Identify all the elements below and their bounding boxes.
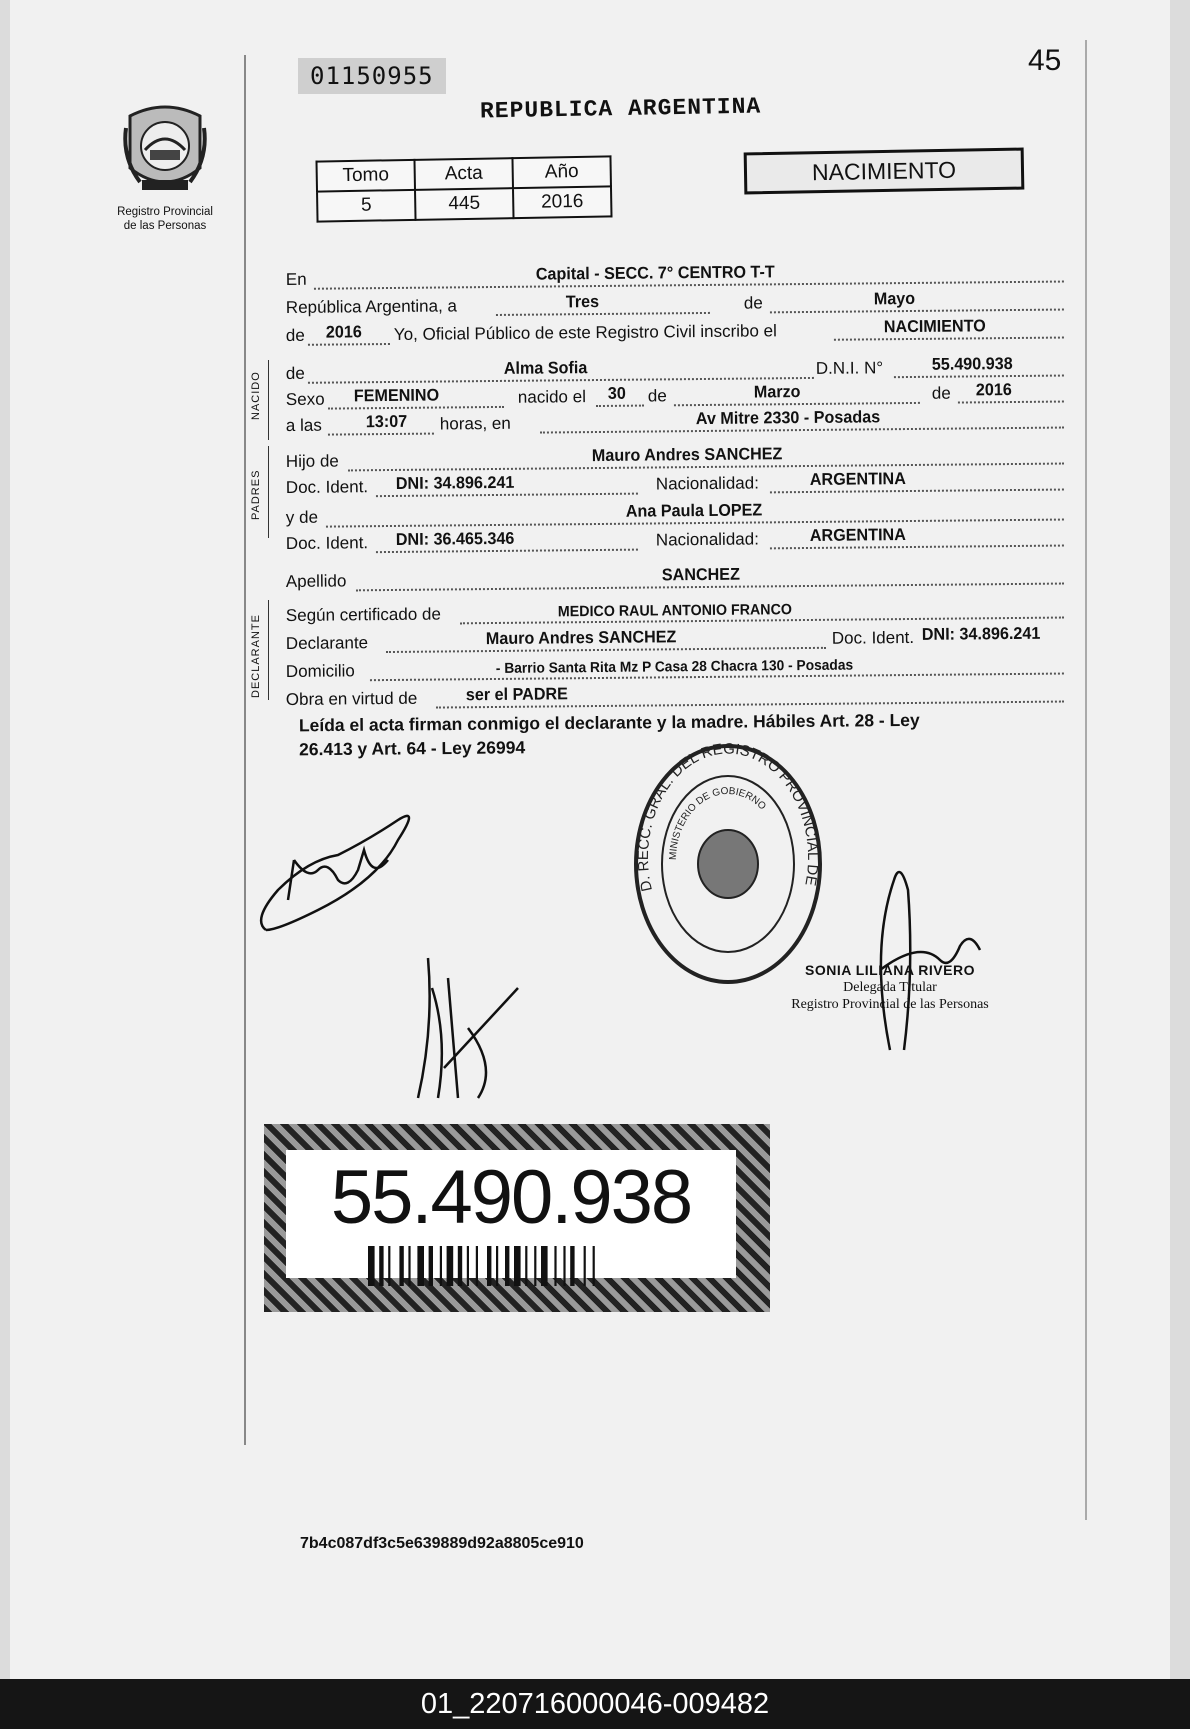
row-officer [286, 317, 1066, 348]
acta-header: Acta [414, 158, 513, 190]
mother-name-value: Ana Paula LOPEZ [625, 500, 763, 521]
declarante-doc-value: DNI: 34.896.241 [921, 623, 1041, 644]
child-dni-value: 55.490.938 [931, 354, 1013, 374]
signatory-office: Registro Provincial de las Personas [791, 997, 989, 1012]
signatory-block [770, 962, 1010, 1013]
nacido-side-label: NACIDO [250, 371, 262, 420]
hijo-de-label: Hijo de [285, 451, 339, 472]
apellido-value: SANCHEZ [661, 564, 740, 585]
birth-day-value: 30 [607, 383, 626, 403]
barcode-label [264, 1124, 770, 1312]
signatory-name: SONIA LILIANA RIVERO [805, 962, 975, 978]
document-hash: 7b4c087df3c5e639889d92a8805ce910 [300, 1535, 584, 1552]
barcode-bars [368, 1246, 668, 1286]
right-margin-line [1085, 40, 1087, 1520]
tomo-value: 5 [317, 190, 416, 222]
padres-side-label: PADRES [250, 469, 262, 520]
row-address [286, 653, 1066, 684]
sexo-value: FEMENINO [353, 385, 440, 406]
declarante-label: Declarante [285, 633, 369, 654]
y-de-label: y de [285, 507, 319, 528]
seal-inner-text: MINISTERIO DE GOBIERNO [667, 785, 768, 861]
declarante-bar [268, 600, 269, 700]
official-seal [628, 740, 828, 995]
mother-nationality-label: Nacionalidad: [655, 529, 759, 550]
nacido-de1-label: de [647, 386, 667, 406]
father-doc-value: DNI: 34.896.241 [395, 472, 515, 493]
margin-line [244, 55, 246, 1445]
seal-outer-text: D. RECC. GRAL. DEL REGISTRO PROVINCIAL DE [634, 740, 822, 893]
obra-label: Obra en virtud de [285, 688, 418, 710]
year-de-label: de [285, 325, 305, 346]
officer-text: Yo, Oficial Público de este Registro Civil inscribo el [393, 321, 777, 344]
barcode-inner [286, 1150, 736, 1278]
row-place [286, 261, 1066, 292]
row-certificate [286, 597, 1066, 628]
a-las-label: a las [285, 415, 322, 436]
declarante-name-value: Mauro Andres SANCHEZ [485, 627, 677, 649]
barcode-number: 55.490.938 [330, 1155, 692, 1240]
year-value: 2016 [325, 322, 362, 342]
birth-certificate-page [10, 0, 1170, 1680]
en-label: En [285, 269, 307, 290]
mother-signature [408, 948, 528, 1108]
declarante-side-label: DECLARANTE [250, 614, 262, 698]
horas-label: horas, en [439, 413, 511, 434]
mother-doc-label: Doc. Ident. [285, 533, 369, 554]
de-label: de [743, 293, 763, 313]
nacido-de2-label: de [931, 383, 951, 403]
serial-number: 01150955 [298, 58, 446, 94]
closing-line1: Leída el acta firman conmigo el declarante y la madre. Hábiles Art. 28 - Ley [298, 709, 920, 736]
anio-header: Año [512, 156, 611, 188]
sexo-label: Sexo [285, 389, 325, 410]
row-time-place [286, 407, 1066, 438]
mother-doc-value: DNI: 36.465.346 [395, 528, 515, 549]
registry-caption-line2: de las Personas [123, 220, 207, 232]
registry-seal-icon [628, 740, 828, 990]
father-nationality-label: Nacionalidad: [655, 473, 759, 494]
registry-caption-line1: Registro Provincial [117, 206, 213, 218]
folio-number: 45 [1028, 44, 1062, 77]
nacido-el-label: nacido el [517, 387, 587, 407]
certificado-label: Según certificado de [285, 604, 441, 626]
father-name-value: Mauro Andres SANCHEZ [591, 444, 783, 466]
book-entry-table [315, 155, 612, 222]
signatory-title: Delegada Titular [843, 980, 937, 995]
padres-bar [268, 446, 269, 538]
official-signature [860, 850, 990, 1060]
certificado-value: MEDICO RAUL ANTONIO FRANCO [557, 601, 792, 621]
tomo-header: Tomo [316, 160, 415, 192]
father-doc-label: Doc. Ident. [285, 477, 369, 498]
birth-year-value: 2016 [975, 380, 1012, 400]
declarant-signature [248, 800, 438, 950]
row-declarant [286, 625, 1066, 656]
place-value: Capital - SECC. 7° CENTRO T-T [535, 262, 775, 284]
apellido-label: Apellido [285, 571, 347, 592]
registry-logo [110, 98, 220, 233]
birth-month-value: Marzo [753, 382, 801, 402]
dni-label: D.N.I. N° [815, 358, 884, 378]
father-nationality-value: ARGENTINA [809, 469, 906, 489]
child-name-value: Alma Sofia [503, 358, 588, 378]
row-mother-doc [286, 525, 1066, 556]
row-date [286, 289, 1066, 320]
footer-id: 01_220716000046-009482 [0, 1679, 1190, 1729]
document-type-box: NACIMIENTO [744, 148, 1025, 195]
declarante-doc-label: Doc. Ident. [831, 627, 915, 648]
birth-place-value: Av Mitre 2330 - Posadas [695, 407, 881, 429]
day-word-value: Tres [565, 291, 600, 312]
domicilio-value: - Barrio Santa Rita Mz P Casa 28 Chacra 130 - Posadas [495, 657, 854, 677]
acta-value: 445 [415, 188, 514, 220]
mother-nationality-value: ARGENTINA [809, 525, 906, 545]
row-surname [286, 563, 1066, 594]
provincial-crest-icon [120, 98, 210, 198]
obra-value: ser el PADRE [465, 684, 568, 705]
birth-time-value: 13:07 [365, 411, 408, 432]
event-value: NACIMIENTO [883, 316, 986, 337]
domicilio-label: Domicilio [285, 661, 355, 682]
month-value: Mayo [873, 288, 916, 309]
closing-line2: 26.413 y Art. 64 - Ley 26994 [299, 737, 526, 760]
nacido-de-label: de [285, 363, 305, 384]
anio-value: 2016 [513, 186, 612, 218]
row-father-doc [286, 469, 1066, 500]
country-title: REPUBLICA ARGENTINA [479, 93, 762, 125]
republic-label: República Argentina, a [285, 296, 458, 318]
nacido-bar [268, 360, 269, 440]
